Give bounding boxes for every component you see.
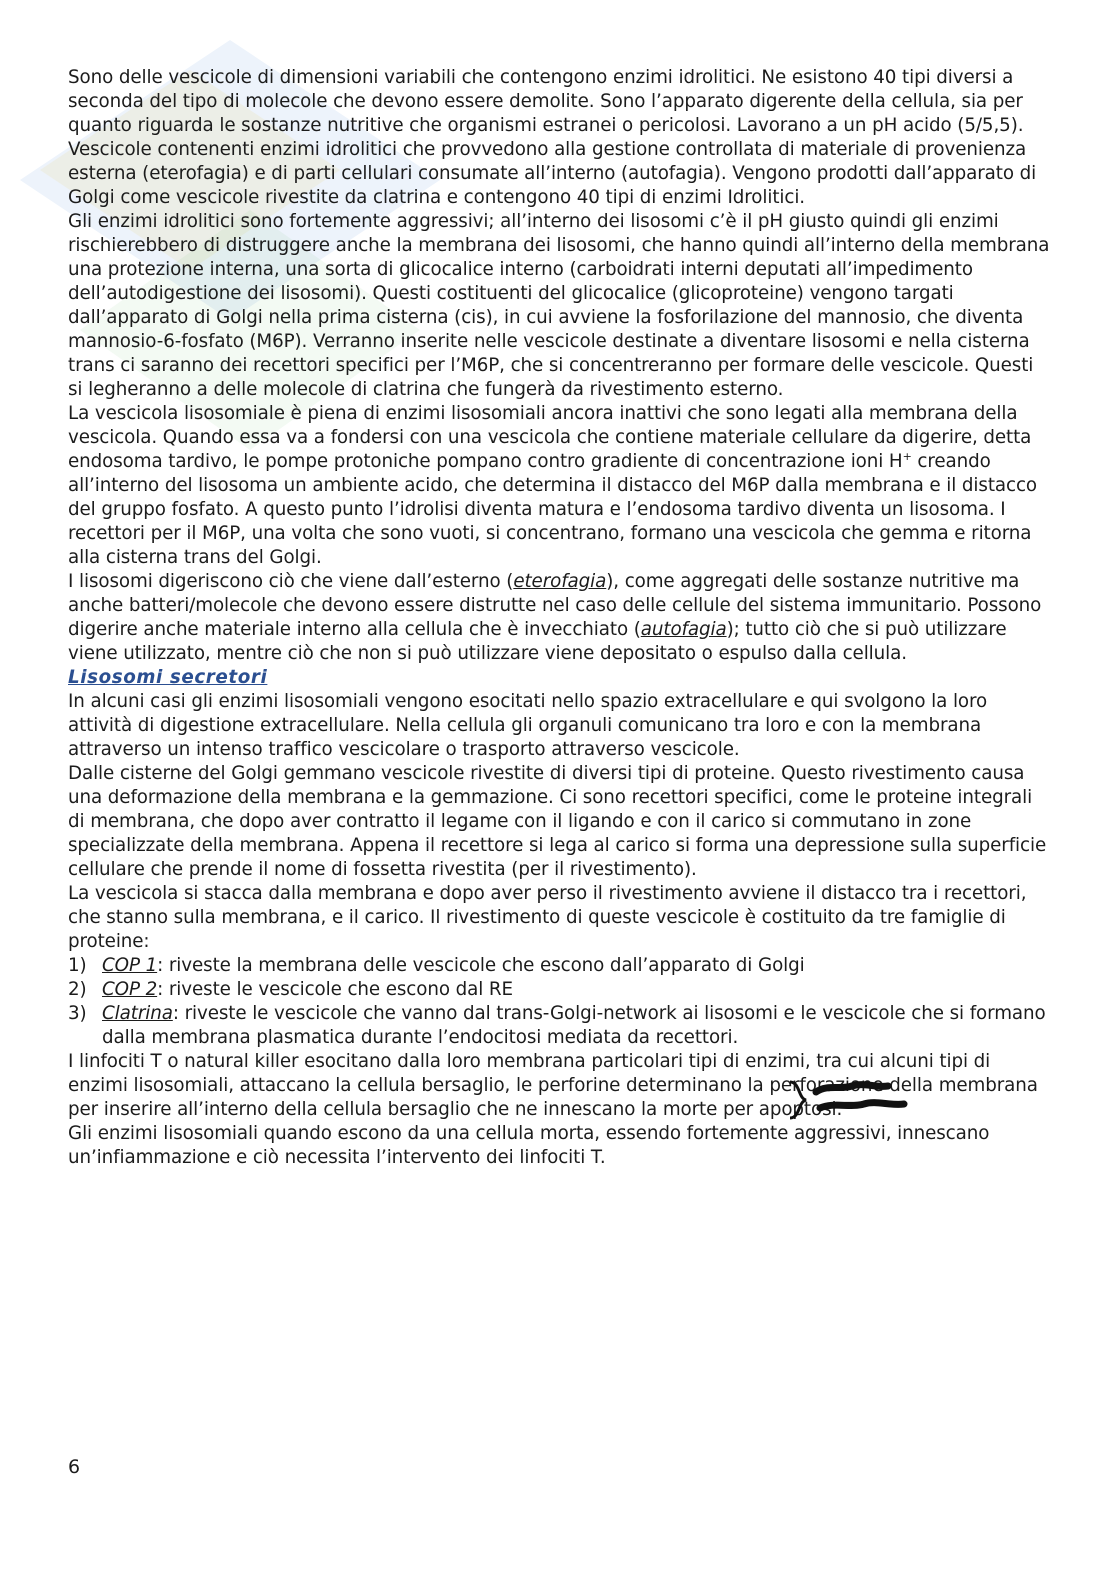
paragraph: Gli enzimi idrolitici sono fortemente aggressivi; all’interno dei lisosomi c’è il pH giusto quindi gli enzimi rischierebbero di distruggere anche la membrana dei lisosomi, che hanno quindi all’interno della membrana una protezione interna, una sorta di glicocalice interno (carboidrati interni deputati all’impedimento dell’autodigestione dei lisosomi). Questi costituenti del glicocalice (glicoproteine) vengono targati dall’apparato di Golgi nella prima cisterna (cis), in cui avviene la fosforilazione del mannosio, che diventa mannosio-6-fosfato (M6P). Verranno inserite nelle vescicole destinate a diventare lisosomi e nella cisterna trans ci saranno dei recettori specifici per l’M6P, che si concentreranno per formare delle vescicole. Questi si legheranno a delle molecole di clatrina che fungerà da rivestimento esterno. (68, 211, 1050, 400)
paragraph: Gli enzimi lisosomiali quando escono da una cellula morta, essendo fortemente aggressivi, innescano un’infiammazione e ciò necessita l’intervento dei linfociti T. (68, 1123, 990, 1168)
paragraph: Dalle cisterne del Golgi gemmano vescicole rivestite di diversi tipi di proteine. Questo rivestimento causa una deformazione della membrana e la gemmazione. Ci sono recettori specifici, come le proteine integrali di membrana, che dopo aver contratto il legame con il ligando e con il carico si commutano in zone specializzate della membrana. Appena il recettore si lega al carico si forma una depressione sulla superficie cellulare che prende il nome di fossetta rivestita (per il rivestimento). (68, 763, 1047, 880)
paragraph: Sono delle vescicole di dimensioni variabili che contengono enzimi idrolitici. Ne esistono 40 tipi diversi a seconda del tipo di molecole che devono essere demolite. Sono l’apparato digerente della cellula, sia per quanto riguarda le sostanze nutritive che organismi estranei o pericolosi. Lavorano a un pH acido (5/5,5). Vescicole contenenti enzimi idrolitici che provvedono alla gestione controllata di materiale di provenienza esterna (eterofagia) e di parti cellulari consumate all’interno (autofagia). Vengono prodotti dall’apparato di Golgi come vescicole rivestite da clatrina e contengono 40 tipi di enzimi Idrolitici. (68, 67, 1037, 208)
page-number: 6 (68, 1456, 81, 1478)
list-item: 3) Clatrina: riveste le vescicole che vanno dal trans-Golgi-network ai lisosomi e le vescicole che si formano dalla membrana plasmatica durante l’endocitosi mediata da recettori. (68, 1003, 1046, 1048)
section-heading: Lisosomi secretori (68, 667, 268, 688)
term-eterofagia: eterofagia (513, 571, 607, 592)
term-cop1: COP 1 (102, 955, 158, 976)
handwritten-brace-annotation (780, 1078, 910, 1122)
term-clatrina: Clatrina (102, 1003, 173, 1024)
paragraph: I linfociti T o natural killer esocitano dalla loro membrana particolari tipi di enzimi, tra cui alcuni tipi di enzimi lisosomiali, attaccano la cellula bersaglio, le perforine determinano la perforazione della membrana per inserire all’interno della cellula bersaglio che ne innescano la morte per apoptosi. (68, 1051, 1038, 1120)
term-autofagia: autofagia (640, 619, 727, 640)
protein-family-list (68, 954, 1053, 1050)
list-item: 1) COP 1: riveste la membrana delle vescicole che escono dall’apparato di Golgi (68, 955, 805, 976)
term-cop2: COP 2 (102, 979, 158, 1000)
paragraph: I lisosomi digeriscono ciò che viene dall’esterno (eterofagia), come aggregati delle sostanze nutritive ma anche batteri/molecole che devono essere distrutte nel caso delle cellule del sistema immunitario. Possono digerire anche materiale interno alla cellula che è invecchiato (autofagia); tutto ciò che si può utilizzare viene utilizzato, mentre ciò che non si può utilizzare viene depositato o espulso dalla cellula. (68, 571, 1042, 664)
document-body (68, 66, 1053, 1170)
superscript-plus: + (902, 449, 912, 463)
list-item: 2) COP 2: riveste le vescicole che escono dal RE (68, 979, 513, 1000)
paragraph: In alcuni casi gli enzimi lisosomiali vengono esocitati nello spazio extracellulare e qui svolgono la loro attività di digestione extracellulare. Nella cellula gli organuli comunicano tra loro e con la membrana attraverso un intenso traffico vescicolare o trasporto attraverso vescicole. (68, 691, 988, 760)
paragraph: La vescicola lisosomiale è piena di enzimi lisosomiali ancora inattivi che sono legati alla membrana della vescicola. Quando essa va a fondersi con una vescicola che contiene materiale cellulare da digerire, detta endosoma tardivo, le pompe protoniche pompano contro gradiente di concentrazione ioni H+ creando all’interno del lisosoma un ambiente acido, che determina il distacco del M6P dalla membrana e il distacco del gruppo fosfato. A questo punto l’idrolisi diventa matura e l’endosoma tardivo diventa un lisosoma. I recettori per il M6P, una volta che sono vuoti, si concentrano, formano una vescicola che gemma e ritorna alla cisterna trans del Golgi. (68, 403, 1037, 568)
paragraph: La vescicola si stacca dalla membrana e dopo aver perso il rivestimento avviene il distacco tra i recettori, che stanno sulla membrana, e il carico. Il rivestimento di queste vescicole è costituito da tre famiglie di proteine: (68, 883, 1027, 952)
